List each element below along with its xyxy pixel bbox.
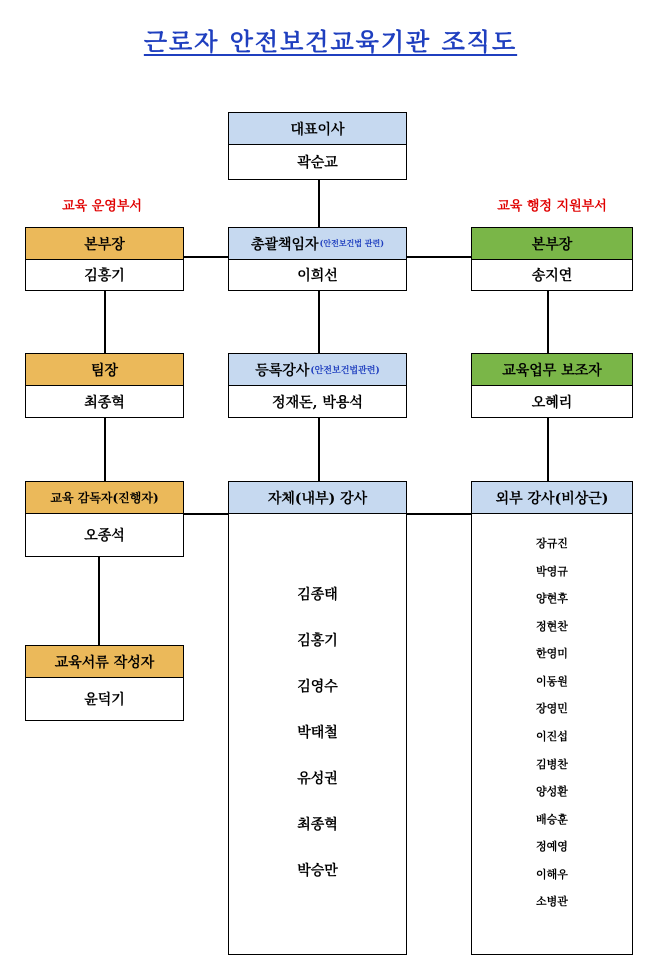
- right-head-box: [471, 227, 633, 291]
- general-manager-header: [229, 228, 406, 260]
- connector-righthead-assistant: [547, 290, 549, 353]
- document-writer-name: 윤덕기: [84, 692, 125, 708]
- internal-instructor: 김홍기: [297, 633, 338, 649]
- internal-instructor: 최종혁: [297, 817, 338, 833]
- external-instructor: 정예영: [536, 840, 568, 853]
- registered-instructor-title: 등록강사: [255, 362, 310, 379]
- external-instructor: 박영규: [536, 565, 568, 578]
- ceo-box: [228, 112, 407, 180]
- external-instructor: 소병관: [536, 895, 568, 908]
- internal-instructor: 유성권: [297, 771, 338, 787]
- external-instructor: 이동원: [536, 675, 568, 688]
- supervisor-name: 오종석: [84, 528, 125, 544]
- registered-instructor-box: [228, 353, 407, 418]
- left-head-title: 본부장: [26, 228, 183, 260]
- external-instructor: 양현후: [536, 592, 568, 605]
- internal-instructors-title: 자체(내부) 강사: [229, 482, 406, 514]
- connector-lefthead-team: [104, 290, 106, 353]
- general-manager-box: [228, 227, 407, 291]
- registered-instructor-header: [229, 354, 406, 386]
- internal-instructor: 박승만: [297, 863, 338, 879]
- left-head-box: [25, 227, 184, 291]
- external-instructor: 정현찬: [536, 620, 568, 633]
- team-leader-title: 팀장: [26, 354, 183, 386]
- ceo-title: 대표이사: [229, 113, 406, 145]
- internal-instructors-box: [228, 481, 407, 955]
- connector-registered-internal: [318, 418, 320, 481]
- registered-instructor-note: (안전보건법관련): [310, 366, 380, 376]
- internal-instructor: 김영수: [297, 679, 338, 695]
- internal-instructor: 박태철: [297, 725, 338, 741]
- external-instructor: 양성환: [536, 785, 568, 798]
- external-instructor: 장영민: [536, 702, 568, 715]
- connector-ceo-gm: [318, 180, 320, 228]
- connector-gm-registered: [318, 290, 320, 353]
- edu-assistant-name: 오혜리: [531, 394, 573, 411]
- external-instructor: 이진섭: [536, 730, 568, 743]
- general-manager-note: (안전보건법 관련): [319, 238, 385, 248]
- connector-team-supervisor: [104, 418, 106, 481]
- edu-assistant-box: [471, 353, 633, 418]
- page-title: 근로자 안전보건교육기관 조직도: [143, 27, 518, 56]
- external-instructor: 배승훈: [536, 813, 568, 826]
- registered-instructor-names: 정재돈, 박용석: [272, 394, 363, 411]
- team-leader-name: 최종혁: [84, 394, 125, 411]
- supervisor-title: 교육 감독자(진행자): [26, 482, 183, 514]
- internal-instructor: 김종태: [297, 587, 338, 603]
- left-head-name: 김홍기: [84, 268, 125, 284]
- document-writer-box: [25, 645, 184, 721]
- external-instructor: 장규진: [536, 537, 568, 550]
- dept-label-admin-support: 교육 행정 지원부서: [497, 199, 607, 214]
- right-head-title: 본부장: [472, 228, 632, 260]
- edu-assistant-title: 교육업무 보조자: [472, 354, 632, 386]
- external-instructor: 한영미: [536, 647, 568, 660]
- external-instructor: 이해우: [536, 868, 568, 881]
- supervisor-box: [25, 481, 184, 557]
- general-manager-name: 이희선: [297, 268, 338, 284]
- external-instructors-title: 외부 강사(비상근): [472, 482, 632, 514]
- right-head-name: 송지연: [531, 268, 573, 284]
- document-writer-title: 교육서류 작성자: [26, 646, 183, 678]
- team-leader-box: [25, 353, 184, 418]
- connector-assistant-external: [547, 418, 549, 481]
- external-instructors-box: [471, 481, 633, 955]
- connector-supervisor-writer: [98, 557, 100, 645]
- general-manager-title: 총괄책임자: [250, 236, 319, 253]
- external-instructors-list: [472, 514, 632, 954]
- ceo-name: 곽순교: [297, 155, 338, 171]
- internal-instructors-list: [229, 514, 406, 954]
- dept-label-operations: 교육 운영부서: [62, 199, 142, 214]
- external-instructor: 김병찬: [536, 758, 568, 771]
